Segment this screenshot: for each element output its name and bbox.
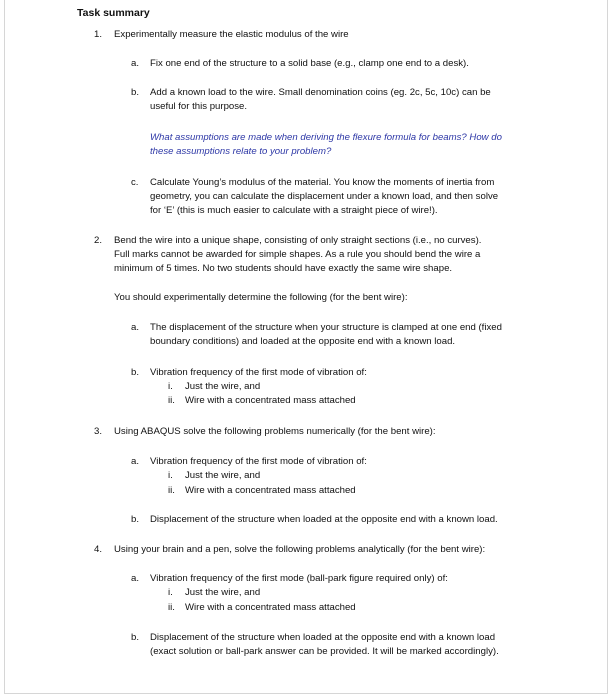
assumption-question-line-2: these assumptions relate to your problem? xyxy=(150,146,332,157)
item-1c-line-1: Calculate Young’s modulus of the material. You know the moments of inertia from xyxy=(150,177,495,188)
item-2-intro: You should experimentally determine the following (for the bent wire): xyxy=(114,292,408,303)
item-1b-line-1: Add a known load to the wire. Small denomination coins (eg. 2c, 5c, 10c) can be xyxy=(150,87,491,98)
page-title: Task summary xyxy=(77,7,150,19)
item-2a-line-2: boundary conditions) and loaded at the opposite end with a known load. xyxy=(150,336,456,347)
item-2b-text: Vibration frequency of the first mode of vibration of: xyxy=(150,367,367,378)
item-4a-i-num: i. xyxy=(168,587,173,598)
item-3a-ii-num: ii. xyxy=(168,485,175,496)
item-2a-line-1: The displacement of the structure when your structure is clamped at one end (fixed xyxy=(150,322,502,333)
assumption-question-line-1: What assumptions are made when deriving the flexure formula for beams? How do xyxy=(150,132,502,143)
item-4b-line-2: (exact solution or ball-park answer can be provided. It will be marked accordingly). xyxy=(150,646,499,657)
item-4b-letter: b. xyxy=(131,632,140,643)
item-1c-line-3: for ‘E’ (this is much easier to calculate with a straight piece of wire!). xyxy=(150,205,438,216)
item-3a-text: Vibration frequency of the first mode of vibration of: xyxy=(150,456,367,467)
item-4b-line-1: Displacement of the structure when loaded at the opposite end with a known load xyxy=(150,632,496,643)
item-3a-i-num: i. xyxy=(168,470,173,481)
item-4a-i-text: Just the wire, and xyxy=(185,587,261,598)
item-1b-line-2: useful for this purpose. xyxy=(150,101,248,112)
item-2b-ii-num: ii. xyxy=(168,395,175,406)
item-3-text: Using ABAQUS solve the following problems numerically (for the bent wire): xyxy=(114,426,436,437)
item-2b-i-text: Just the wire, and xyxy=(185,381,261,392)
item-3a-i-text: Just the wire, and xyxy=(185,470,261,481)
item-4a-letter: a. xyxy=(131,573,140,584)
item-1a-letter: a. xyxy=(131,58,140,69)
item-2a-letter: a. xyxy=(131,322,140,333)
item-3-number: 3. xyxy=(94,426,103,437)
item-4-number: 4. xyxy=(94,544,103,555)
item-2-number: 2. xyxy=(94,235,103,246)
item-2b-ii-text: Wire with a concentrated mass attached xyxy=(185,395,356,406)
item-1-number: 1. xyxy=(94,29,103,40)
item-3a-letter: a. xyxy=(131,456,140,467)
item-4a-ii-num: ii. xyxy=(168,602,175,613)
item-1b-letter: b. xyxy=(131,87,140,98)
item-1c-letter: c. xyxy=(131,177,139,188)
item-2b-i-num: i. xyxy=(168,381,173,392)
item-4-text: Using your brain and a pen, solve the following problems analytically (for the bent wire): xyxy=(114,544,486,555)
item-1a-text: Fix one end of the structure to a solid base (e.g., clamp one end to a desk). xyxy=(150,58,469,69)
item-1c-line-2: geometry, you can calculate the displacement under a known load, and then solve xyxy=(150,191,499,202)
item-3b-text: Displacement of the structure when loaded at the opposite end with a known load. xyxy=(150,514,498,525)
item-2-line-1: Bend the wire into a unique shape, consisting of only straight sections (i.e., no curves). xyxy=(114,235,482,246)
item-4a-text: Vibration frequency of the first mode (ball-park figure required only) of: xyxy=(150,573,448,584)
item-3a-ii-text: Wire with a concentrated mass attached xyxy=(185,485,356,496)
item-2b-letter: b. xyxy=(131,367,140,378)
item-2-line-3: minimum of 5 times. No two students should have exactly the same wire shape. xyxy=(114,263,453,274)
item-1-text: Experimentally measure the elastic modulus of the wire xyxy=(114,29,349,40)
item-2-line-2: Full marks cannot be awarded for simple shapes. As a rule you should bend the wire a xyxy=(114,249,481,260)
item-3b-letter: b. xyxy=(131,514,140,525)
item-4a-ii-text: Wire with a concentrated mass attached xyxy=(185,602,356,613)
